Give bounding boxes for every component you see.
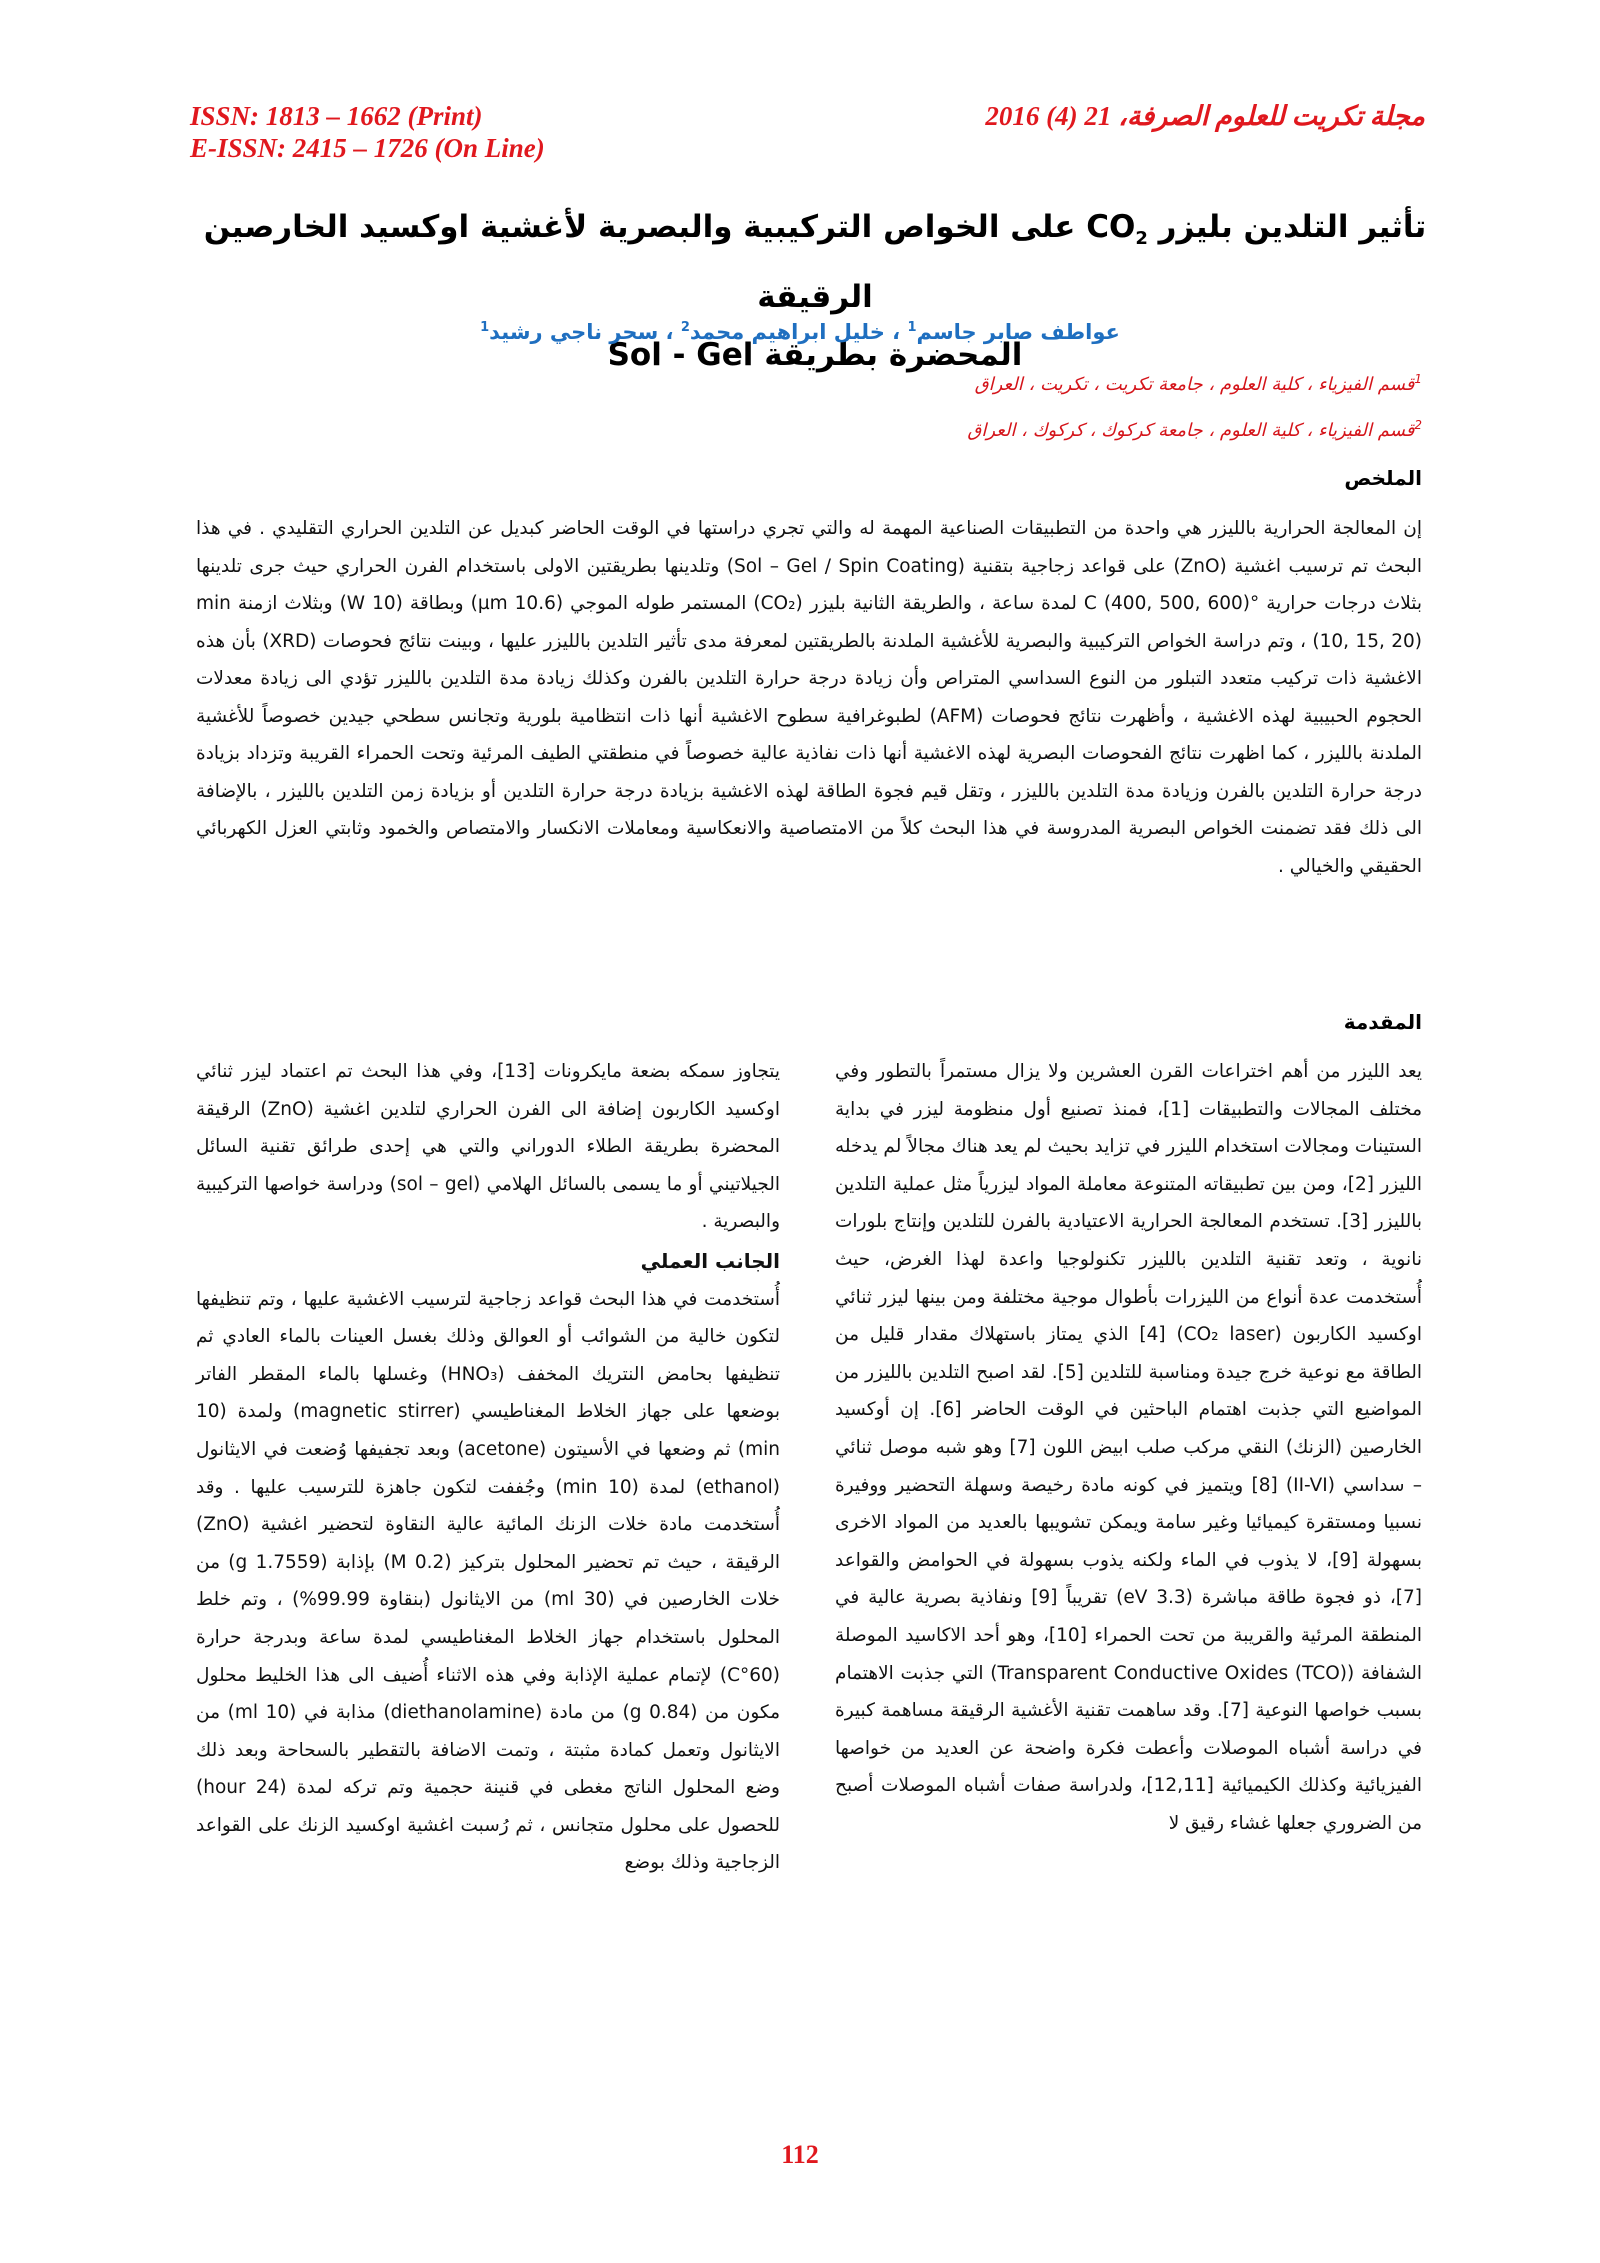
- co2-formula: $CO_2$: [1086, 209, 1148, 250]
- issn-block: [190, 100, 545, 164]
- author-1: عواطف صابر جاسم$^1$: [907, 320, 1120, 344]
- abstract-heading: الملخص: [1344, 466, 1422, 490]
- left-column: [196, 1053, 780, 1882]
- title-line-1: تأثير التلدين بليزر $CO_2$ على الخواص التركيبية والبصرية لأغشية اوكسيد الخارصين الرقيقة: [203, 209, 1427, 316]
- author-3: سحر ناجي رشيد$^1$: [480, 320, 659, 344]
- introduction-body: يعد الليزر من أهم اختراعات القرن العشرين ولا يزال مستمراً بالتطور وفي مختلف المجالات والتطبيقات [1]، فمنذ تصنيع أول منظومة ليزر في بداية الستينات ومجالات استخدام الليزر في تزايد بحيث لم يعد هناك مجالاً لم يدخله الليزر [2]، ومن بين تطبيقاته المتنوعة معاملة المواد ليزرياً مثل عملية التلدين بالليزر [3]. تستخدم المعالجة الحرارية الاعتيادية بالفرن للتلدين وإنتاج بلورات نانوية ، وتعد تقنية التلدين بالليزر تكنولوجيا واعدة لهذا الغرض، حيث أُستخدمت عدة أنواع من الليزرات بأطوال موجية مختلفة ومن بينها ليزر ثنائي اوكسيد الكاربون (CO₂ laser) [4] الذي يمتاز باستهلاك مقدار قليل من الطاقة مع نوعية خرج جيدة ومناسبة للتلدين [5]. لقد اصبح التلدين بالليزر من المواضيع التي جذبت اهتمام الباحثين في الوقت الحاضر [6]. إن أوكسيد الخارصين (الزنك) النقي مركب صلب ابيض اللون [7] وهو شبه موصل ثنائي – سداسي (II-VI) [8] ويتميز في كونه مادة رخيصة وسهلة التحضير ووفيرة نسبيا ومستقرة كيميائيا وغير سامة ويمكن تشويبها بالعديد من المواد الاخرى بسهولة [9]، لا يذوب في الماء ولكنه يذوب بسهولة في الحوامض والقواعد [7]، ذو فجوة طاقة مباشرة (3.3 eV) تقريباً [9] ونفاذية بصرية عالية في المنطقة المرئية والقريبة من تحت الحمراء [10]، وهو أحد الاكاسيد الموصلة الشفافة (Transparent Conductive Oxides (TCO)) التي جذبت الاهتمام بسبب خواصها النوعية [7]. وقد ساهمت تقنية الأغشية الرقيقة مساهمة كبيرة في دراسة أشباه الموصلات وأعطت فكرة واضحة عن العديد من خواصها الفيزيائية وكذلك الكيميائية [12,11]، ولدراسة صفات أشباه الموصلات أصبح من الضروري جعلها غشاء رقيق لا: [835, 1061, 1423, 1834]
- author-list: عواطف صابر جاسم$^1$ ، خليل ابراهيم محمد$^2$ ، سحر ناجي رشيد$^1$: [480, 320, 1120, 344]
- introduction-heading: المقدمة: [1343, 1010, 1422, 1034]
- experimental-heading: الجانب العملي: [640, 1248, 780, 1273]
- experimental-body: أُستخدمت في هذا البحث قواعد زجاجية لترسيب الاغشية عليها ، وتم تنظيفها لتكون خالية من الشوائب أو العوالق وذلك بغسل العينات بالماء العادي ثم تنظيفها بحامض النتريك المخفف (HNO₃) وغسلها بالماء المقطر الفاتر بوضعها على جهاز الخلاط المغناطيسي (magnetic stirrer) ولمدة (10 min) ثم وضعها في الأسيتون (acetone) وبعد تجفيفها وُضعت في الايثانول (ethanol) لمدة (10 min) وجُففت لتكون جاهزة للترسيب عليها . وقد أُستخدمت مادة خلات الزنك المائية عالية النقاوة لتحضير اغشية (ZnO) الرقيقة ، حيث تم تحضير المحلول بتركيز (0.2 M) بإذابة (1.7559 g) من خلات الخارصين في (30 ml) من الايثانول (بنقاوة 99.99%) ، وتم خلط المحلول باستخدام جهاز الخلاط المغناطيسي لمدة ساعة وبدرجة حرارة (60°C) لإتمام عملية الإذابة وفي هذه الاثناء أُضيف الى هذا الخليط محلول مكون من (0.84 g) من مادة (diethanolamine) مذابة في (10 ml) من الايثانول وتعمل كمادة مثبتة ، وتمت الاضافة بالتقطير بالسحاحة وبعد ذلك وضع المحلول الناتج مغطى في قنينة حجمية وتم تركه لمدة (24 hour) للحصول على محلول متجانس ، ثم رُسبت اغشية اوكسيد الزنك على القواعد الزجاجية وذلك بوضع: [196, 1288, 781, 1874]
- paper-title: [200, 198, 1430, 384]
- page-number: 112: [781, 2140, 819, 2169]
- issn-print: ISSN: 1813 – 1662 (Print): [190, 101, 483, 131]
- journal-citation: مجلة تكريت للعلوم الصرفة، 21 (4) 2016: [985, 101, 1425, 131]
- affiliation-1: $^1$قسم الفيزياء ، كلية العلوم ، جامعة تكريت ، تكريت ، العراق: [974, 372, 1422, 395]
- author-2: خليل ابراهيم محمد$^2$: [680, 320, 885, 344]
- issn-online: E-ISSN: 2415 – 1726 (On Line): [190, 133, 545, 163]
- introduction-continued: يتجاوز سمكه بضعة مايكرونات [13]، وفي هذا البحث تم اعتماد ليزر ثنائي اوكسيد الكاربون إضافة الى الفرن الحراري لتلدين اغشية (ZnO) الرقيقة المحضرة بطريقة الطلاء الدوراني والتي هي إحدى طرائق تقنية السائل الجيلاتيني أو ما يسمى بالسائل الهلامي (sol – gel) ودراسة خواصها التركيبية والبصرية .: [196, 1061, 781, 1233]
- abstract-body: إن المعالجة الحرارية بالليزر هي واحدة من التطبيقات الصناعية المهمة له والتي تجري دراستها في الوقت الحاضر كبديل عن التلدين الحراري التقليدي . في هذا البحث تم ترسيب اغشية (ZnO) على قواعد زجاجية بتقنية (Sol – Gel / Spin Coating) وتلدينها بطريقتين الاولى باستخدام الفرن الحراري حيث جرى تلدينها بثلاث درجات حرارية °C (400, 500, 600) لمدة ساعة ، والطريقة الثانية بليزر (CO₂) المستمر طوله الموجي (10.6 µm) وبطاقة (10 W) وبثلاث ازمنة min (10, 15, 20) ، وتم دراسة الخواص التركيبية والبصرية للأغشية الملدنة بالطريقتين لمعرفة مدى تأثير التلدين بالليزر عليها ، وبينت نتائج فحوصات (XRD) بأن هذه الاغشية ذات تركيب متعدد التبلور من النوع السداسي المتراص وأن زيادة درجة حرارة التلدين بالفرن وكذلك زيادة مدة التلدين بالليزر تؤدي الى زيادة معدلات الحجوم الحبيبية لهذه الاغشية ، وأظهرت نتائج فحوصات (AFM) لطبوغرافية سطوح الاغشية أنها ذات انتظامية بلورية وتجانس سطحي جيدين خصوصاً للأغشية الملدنة بالليزر ، كما اظهرت نتائج الفحوصات البصرية لهذه الاغشية أنها ذات نفاذية عالية خصوصاً في منطقتي الطيف المرئية وتحت الحمراء القريبة وتزداد بزيادة درجة حرارة التلدين بالفرن وزيادة مدة التلدين بالليزر ، وتقل قيم فجوة الطاقة لهذه الاغشية بزيادة درجة حرارة التلدين أو بزيادة زمن التلدين بالليزر ، بالإضافة الى ذلك فقد تضمنت الخواص البصرية المدروسة في هذا البحث كلاً من الامتصاصية والانعكاسية ومعاملات الانكسار والامتصاص والخمود وثابتي العزل الكهربائي الحقيقي والخيالي .: [196, 518, 1423, 877]
- affiliation-2: $^2$قسم الفيزياء ، كلية العلوم ، جامعة كركوك ، كركوك ، العراق: [967, 418, 1422, 441]
- title-line-2: المحضرة بطريقة Sol - Gel: [607, 337, 1023, 374]
